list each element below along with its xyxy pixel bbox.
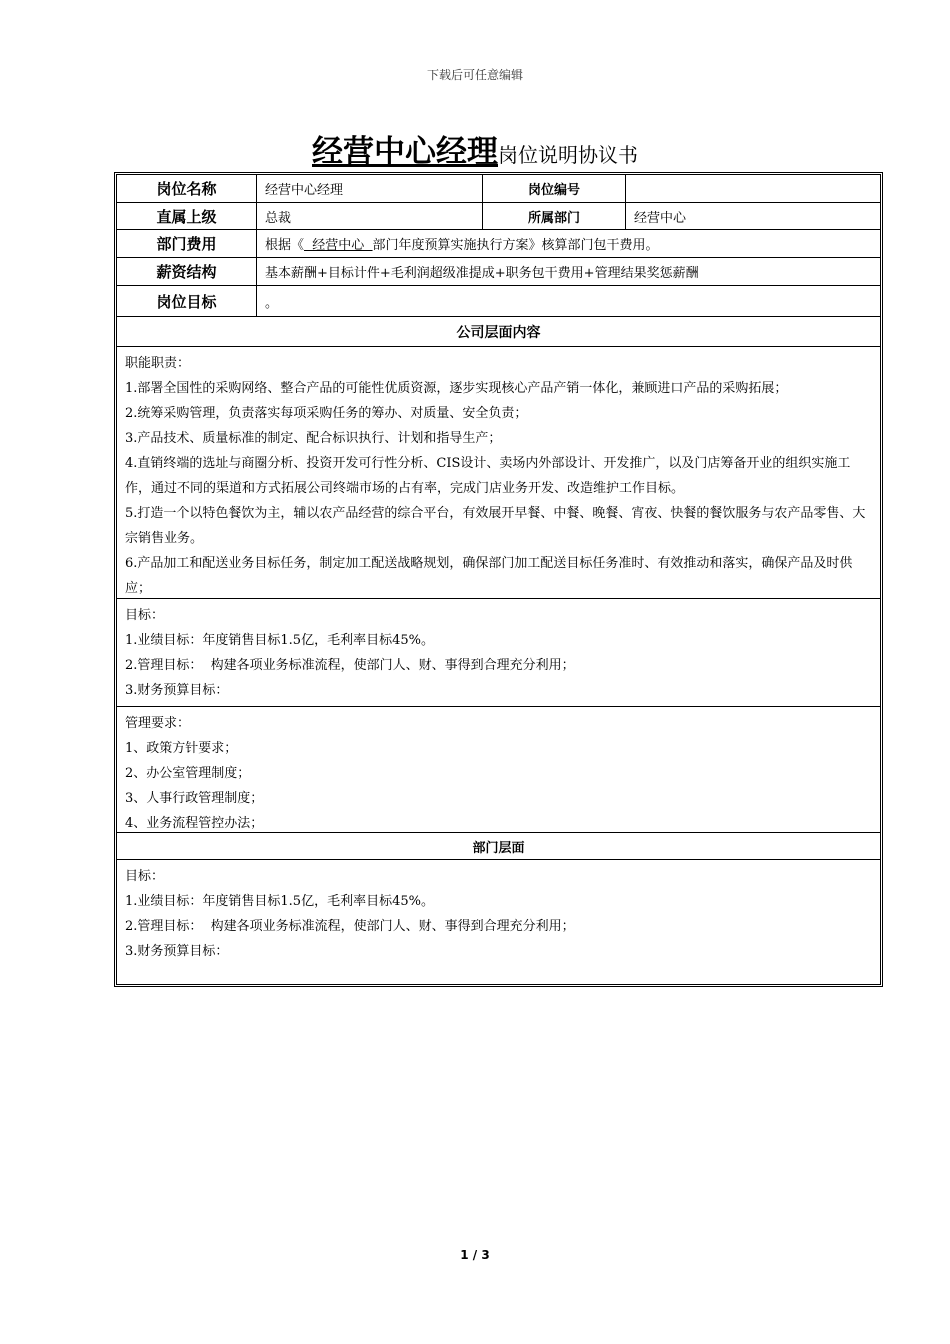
dept-target-item: 3.财务预算目标： xyxy=(125,944,229,959)
goal-label: 岗位目标 xyxy=(156,292,217,311)
superior-value: 总裁 xyxy=(256,203,482,229)
mgmt-item: 3、人事行政管理制度； xyxy=(125,791,264,806)
dept-targets-block xyxy=(117,860,880,984)
duty-item: 3.产品技术、质量标准的制定、配合标识执行、计划和指导生产； xyxy=(125,431,502,446)
targets-heading: 目标： xyxy=(125,608,165,623)
salary-value: 基本薪酬+目标计件+毛利润超级准提成+职务包干费用+管理结果奖惩薪酬 xyxy=(256,258,880,285)
superior-label: 直属上级 xyxy=(156,207,217,226)
cost-suffix: 部门年度预算实施执行方案》核算部门包干费用。 xyxy=(372,238,659,253)
row-salary xyxy=(117,258,880,286)
document-title xyxy=(0,126,950,171)
mgmt-item: 1、政策方针要求； xyxy=(125,741,238,756)
duty-item: 2.统筹采购管理，负责落实每项采购任务的筹办、对质量、安全负责； xyxy=(125,406,528,421)
job-no-label: 岗位编号 xyxy=(482,175,625,202)
dept-section-title: 部门层面 xyxy=(472,840,525,856)
duty-item: 1.部署全国性的采购网络、整合产品的可能性优质资源，逐步实现核心产品产销一体化，兼顾进口产品的采购拓展； xyxy=(125,381,788,396)
target-item: 2.管理目标： 构建各项业务标准流程，使部门人、财、事得到合理充分利用； xyxy=(125,658,575,673)
job-description-table xyxy=(114,172,883,987)
row-job-name xyxy=(117,175,880,203)
dept-label: 所属部门 xyxy=(482,203,625,229)
dept-target-item: 2.管理目标： 构建各项业务标准流程，使部门人、财、事得到合理充分利用； xyxy=(125,919,575,934)
cost-underlined: 经营中心 xyxy=(304,238,373,253)
target-item: 1.业绩目标：年度销售目标1.5亿，毛利率目标45%。 xyxy=(125,633,434,648)
mgmt-heading: 管理要求： xyxy=(125,716,191,731)
dept-target-item: 1.业绩目标：年度销售目标1.5亿，毛利率目标45%。 xyxy=(125,894,434,909)
management-block xyxy=(117,707,880,833)
company-targets-block xyxy=(117,599,880,707)
mgmt-item: 4、业务流程管控办法； xyxy=(125,816,264,831)
duties-heading: 职能职责： xyxy=(125,356,191,371)
salary-label: 薪资结构 xyxy=(156,263,217,281)
duty-item: 5.打造一个以特色餐饮为主，辅以农产品经营的综合平台，有效展开早餐、中餐、晚餐、宵夜、快餐的餐饮服务与农产品零售、大宗销售业务。 xyxy=(125,506,866,546)
job-name-label: 岗位名称 xyxy=(156,180,217,198)
header-note: 下载后可任意编辑 xyxy=(426,68,523,82)
job-name-value: 经营中心经理 xyxy=(256,175,482,202)
mgmt-item: 2、办公室管理制度； xyxy=(125,766,251,781)
cost-value xyxy=(256,230,880,257)
target-item: 3.财务预算目标： xyxy=(125,683,229,698)
job-no-value xyxy=(625,175,880,202)
company-section-header xyxy=(117,317,880,347)
company-section-title: 公司层面内容 xyxy=(456,324,541,341)
goal-value: 。 xyxy=(256,286,880,316)
row-superior xyxy=(117,203,880,230)
duty-item: 4.直销终端的选址与商圈分析、投资开发可行性分析、CIS设计、卖场内外部设计、开发推广，以及门店筹备开业的组织实施工作，通过不同的渠道和方式拓展公司终端市场的占有率，完成门店业务开发、改造维护工作目标。 xyxy=(125,456,851,496)
row-goal xyxy=(117,286,880,317)
cost-label: 部门费用 xyxy=(156,235,217,253)
title-main: 经营中心经理 xyxy=(312,134,498,170)
cost-prefix: 根据《 xyxy=(265,238,305,253)
dept-targets-heading: 目标： xyxy=(125,869,165,884)
title-sub: 岗位说明协议书 xyxy=(498,143,638,167)
dept-section-header xyxy=(117,833,880,860)
page-number: 1 / 3 xyxy=(460,1248,490,1262)
dept-value: 经营中心 xyxy=(625,203,880,229)
duty-item: 6.产品加工和配送业务目标任务，制定加工配送战略规划，确保部门加工配送目标任务准时、有效推动和落实，确保产品及时供应； xyxy=(125,556,853,596)
row-cost xyxy=(117,230,880,258)
duties-block xyxy=(117,347,880,599)
